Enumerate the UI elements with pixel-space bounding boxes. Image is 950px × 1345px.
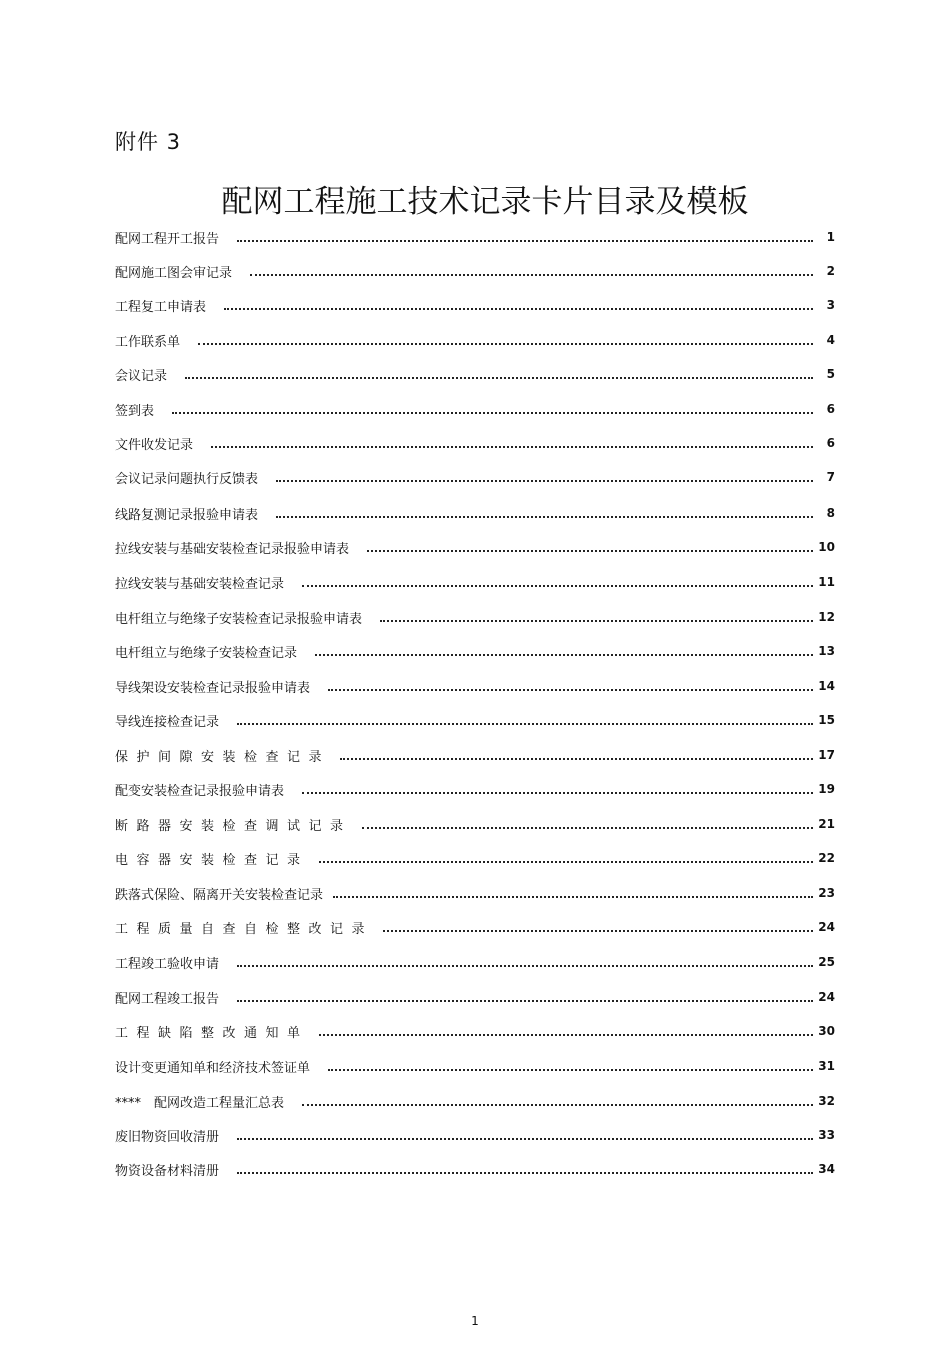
toc-entry-label: **** 配网改造工程量汇总表 — [115, 1095, 285, 1111]
toc-dot-leader — [276, 516, 813, 518]
toc-entry-page: 22 — [818, 851, 835, 865]
toc-entry-label: 电杆组立与绝缘子安装检查记录报验申请表 — [115, 611, 363, 627]
toc-dot-leader — [302, 585, 813, 587]
toc-entry-label: 会议记录问题执行反馈表 — [115, 471, 259, 487]
toc-entry-label: 导线架设安装检查记录报验申请表 — [115, 680, 311, 696]
toc-entry[interactable] — [115, 916, 835, 938]
toc-dot-leader — [237, 723, 813, 725]
toc-entry-label: 拉线安装与基础安装检查记录 — [115, 576, 285, 592]
toc-dot-leader — [328, 1069, 813, 1071]
toc-dot-leader — [333, 896, 813, 898]
toc-entry-label: 工程竣工验收申请 — [115, 956, 220, 972]
toc-entry[interactable] — [115, 432, 835, 454]
toc-entry[interactable] — [115, 813, 835, 835]
toc-dot-leader — [362, 827, 813, 829]
toc-entry-page: 2 — [826, 264, 835, 278]
toc-dot-leader — [328, 689, 813, 691]
toc-entry[interactable] — [115, 1158, 835, 1180]
toc-entry[interactable] — [115, 1055, 835, 1077]
toc-entry-page: 32 — [818, 1094, 835, 1108]
toc-dot-leader — [319, 861, 813, 863]
toc-entry[interactable] — [115, 1090, 835, 1112]
toc-entry[interactable] — [115, 606, 835, 628]
toc-dot-leader — [224, 308, 813, 310]
toc-entry[interactable] — [115, 571, 835, 593]
toc-entry-label: 设计变更通知单和经济技术签证单 — [115, 1060, 311, 1076]
toc-entry-label: 工作联系单 — [115, 334, 181, 350]
toc-entry-page: 23 — [818, 886, 835, 900]
toc-entry[interactable] — [115, 1020, 835, 1042]
toc-dot-leader — [383, 930, 813, 932]
toc-entry[interactable] — [115, 536, 835, 558]
toc-dot-leader — [315, 654, 813, 656]
toc-entry[interactable] — [115, 398, 835, 420]
toc-entry-page: 1 — [826, 230, 835, 244]
toc-entry-page: 6 — [826, 436, 835, 450]
toc-entry-page: 24 — [818, 990, 835, 1004]
toc-entry[interactable] — [115, 294, 835, 316]
toc-entry-label: 断路器安装检查调试记录 — [115, 818, 352, 834]
toc-dot-leader — [237, 240, 813, 242]
toc-dot-leader — [302, 792, 813, 794]
toc-entry-page: 10 — [818, 540, 835, 554]
toc-entry-page: 12 — [818, 610, 835, 624]
toc-entry-page: 8 — [826, 506, 835, 520]
toc-entry[interactable] — [115, 744, 835, 766]
toc-entry-label: 签到表 — [115, 403, 155, 419]
toc-entry-label: 导线连接检查记录 — [115, 714, 220, 730]
toc-entry-page: 11 — [818, 575, 835, 589]
toc-dot-leader — [380, 620, 813, 622]
toc-entry[interactable] — [115, 329, 835, 351]
toc-entry-page: 14 — [818, 679, 835, 693]
toc-entry-label: 保护间隙安装检查记录 — [115, 749, 331, 765]
toc-dot-leader — [237, 1138, 813, 1140]
toc-entry-label: 配变安装检查记录报验申请表 — [115, 783, 285, 799]
toc-entry-page: 5 — [826, 367, 835, 381]
toc-entry-page: 17 — [818, 748, 835, 762]
toc-entry-page: 15 — [818, 713, 835, 727]
toc-dot-leader — [302, 1104, 813, 1106]
toc-entry-page: 34 — [818, 1162, 835, 1176]
toc-entry[interactable] — [115, 847, 835, 869]
toc-entry-label: 工程复工申请表 — [115, 299, 207, 315]
toc-entry-label: 配网工程竣工报告 — [115, 991, 220, 1007]
toc-entry-page: 7 — [826, 470, 835, 484]
toc-entry-label: 物资设备材料清册 — [115, 1163, 220, 1179]
toc-entry-label: 线路复测记录报验申请表 — [115, 507, 259, 523]
toc-entry[interactable] — [115, 260, 835, 282]
toc-entry-page: 3 — [826, 298, 835, 312]
toc-entry-label: 会议记录 — [115, 368, 168, 384]
toc-entry-page: 13 — [818, 644, 835, 658]
toc-entry[interactable] — [115, 502, 835, 524]
toc-entry-page: 21 — [818, 817, 835, 831]
toc-entry-label: 废旧物资回收清册 — [115, 1129, 220, 1145]
attachment-label: 附件 3 — [115, 130, 182, 154]
toc-entry-page: 25 — [818, 955, 835, 969]
toc-entry[interactable] — [115, 640, 835, 662]
toc-entry-label: 配网工程开工报告 — [115, 231, 220, 247]
toc-entry[interactable] — [115, 709, 835, 731]
toc-dot-leader — [367, 550, 813, 552]
toc-entry[interactable] — [115, 986, 835, 1008]
toc-dot-leader — [198, 343, 813, 345]
toc-entry[interactable] — [115, 363, 835, 385]
toc-entry-label: 工程质量自查自检整改记录 — [115, 921, 374, 937]
toc-entry[interactable] — [115, 466, 835, 488]
toc-dot-leader — [237, 965, 813, 967]
toc-entry-label: 工程缺陷整改通知单 — [115, 1025, 309, 1041]
toc-entry-page: 4 — [826, 333, 835, 347]
toc-dot-leader — [237, 1172, 813, 1174]
toc-entry-page: 31 — [818, 1059, 835, 1073]
toc-entry[interactable] — [115, 226, 835, 248]
toc-entry[interactable] — [115, 951, 835, 973]
toc-entry-label: 文件收发记录 — [115, 437, 194, 453]
page-number: 1 — [471, 1314, 479, 1328]
toc-entry-page: 33 — [818, 1128, 835, 1142]
toc-entry-label: 电杆组立与绝缘子安装检查记录 — [115, 645, 298, 661]
toc-dot-leader — [172, 412, 813, 414]
toc-dot-leader — [319, 1034, 813, 1036]
toc-entry[interactable] — [115, 1124, 835, 1146]
document-title: 配网工程施工技术记录卡片目录及模板 — [221, 184, 749, 220]
toc-entry-label: 电容器安装检查记录 — [115, 852, 309, 868]
toc-dot-leader — [211, 446, 813, 448]
toc-entry[interactable] — [115, 675, 835, 697]
toc-dot-leader — [185, 377, 813, 379]
toc-dot-leader — [250, 274, 813, 276]
toc-entry-label: 配网施工图会审记录 — [115, 265, 233, 281]
toc-dot-leader — [276, 480, 813, 482]
toc-entry-page: 30 — [818, 1024, 835, 1038]
toc-entry-page: 6 — [826, 402, 835, 416]
toc-entry[interactable] — [115, 778, 835, 800]
toc-entry-label: 跌落式保险、隔离开关安装检查记录 — [115, 887, 324, 903]
toc-entry-page: 24 — [818, 920, 835, 934]
toc-entry[interactable] — [115, 882, 835, 904]
toc-entry-label: 拉线安装与基础安装检查记录报验申请表 — [115, 541, 350, 557]
toc-dot-leader — [340, 758, 813, 760]
toc-entry-page: 19 — [818, 782, 835, 796]
toc-dot-leader — [237, 1000, 813, 1002]
